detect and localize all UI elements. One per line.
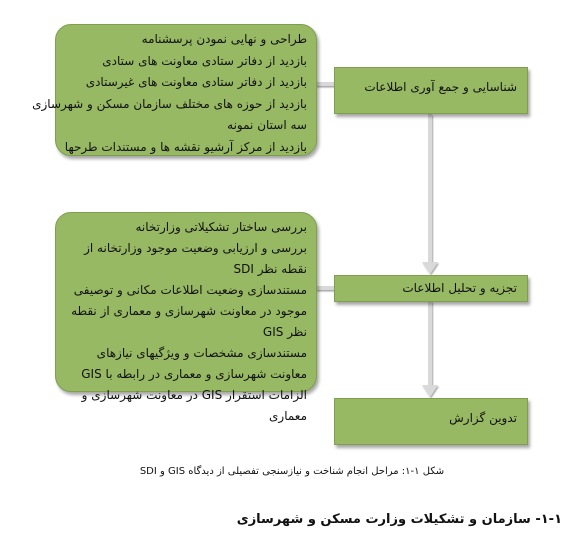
detail-item: بازدید از حوزه های مختلف سازمان مسکن و شهرسازی — [32, 96, 307, 111]
detail-item: بازدید از دفاتر ستادی معاونت های غیرستادی — [85, 75, 307, 89]
detail-box-1 — [32, 24, 317, 156]
detail-item: بازدید از مرکز آرشیو نقشه ها و مستندات طرحها — [64, 139, 307, 154]
detail-item: بازدید از دفاتر ستادی معاونت های ستادی — [102, 53, 307, 68]
step-label-2: تجزیه و تحلیل اطلاعات — [402, 281, 517, 295]
section-heading: ۱-۱- سازمان و تشکیلات وزارت مسکن و شهرسازی — [236, 512, 562, 527]
step-label-1: شناسایی و جمع آوری اطلاعات — [364, 80, 517, 94]
figure-caption: شکل ۱-۱: مراحل انجام شناخت و نیازسنجی تفصیلی از دیدگاه GIS و SDI — [139, 466, 445, 477]
step-box-1 — [334, 67, 528, 114]
detail-item: طراحی و نهایی نمودن پرسشنامه — [141, 32, 307, 46]
arrow-down-1 — [422, 262, 438, 274]
connector-line-2 — [428, 301, 432, 386]
link-box2-step2 — [316, 286, 334, 290]
detail-item: سه استان نمونه — [227, 118, 307, 132]
step-label-3: تدوین گزارش — [449, 411, 517, 425]
step-box-3 — [334, 398, 528, 445]
connector-line-1 — [428, 114, 432, 263]
step-box-2 — [334, 275, 528, 302]
detail-item: بررسی ساختار تشکیلاتی وزارتخانه — [135, 220, 307, 234]
detail-box-2 — [55, 212, 317, 423]
detail-item: مستندسازی مشخصات و ویژگیهای نیازهای معاونت شهرسازی و معماری در رابطه با GIS — [81, 346, 307, 381]
arrow-down-2 — [422, 385, 438, 397]
detail-item: مستندسازی وضعیت اطلاعات مکانی و توصیفی موجود در معاونت شهرسازی و معماری از نقطه نظر GIS — [71, 283, 307, 339]
detail-item: بررسی و ارزیابی وضعیت موجود وزارتخانه از نقطه نظر SDI — [84, 241, 307, 276]
link-box1-step1 — [316, 82, 334, 86]
detail-item: الزامات استقرار GIS در معاونت شهرسازی و معماری — [81, 388, 307, 423]
